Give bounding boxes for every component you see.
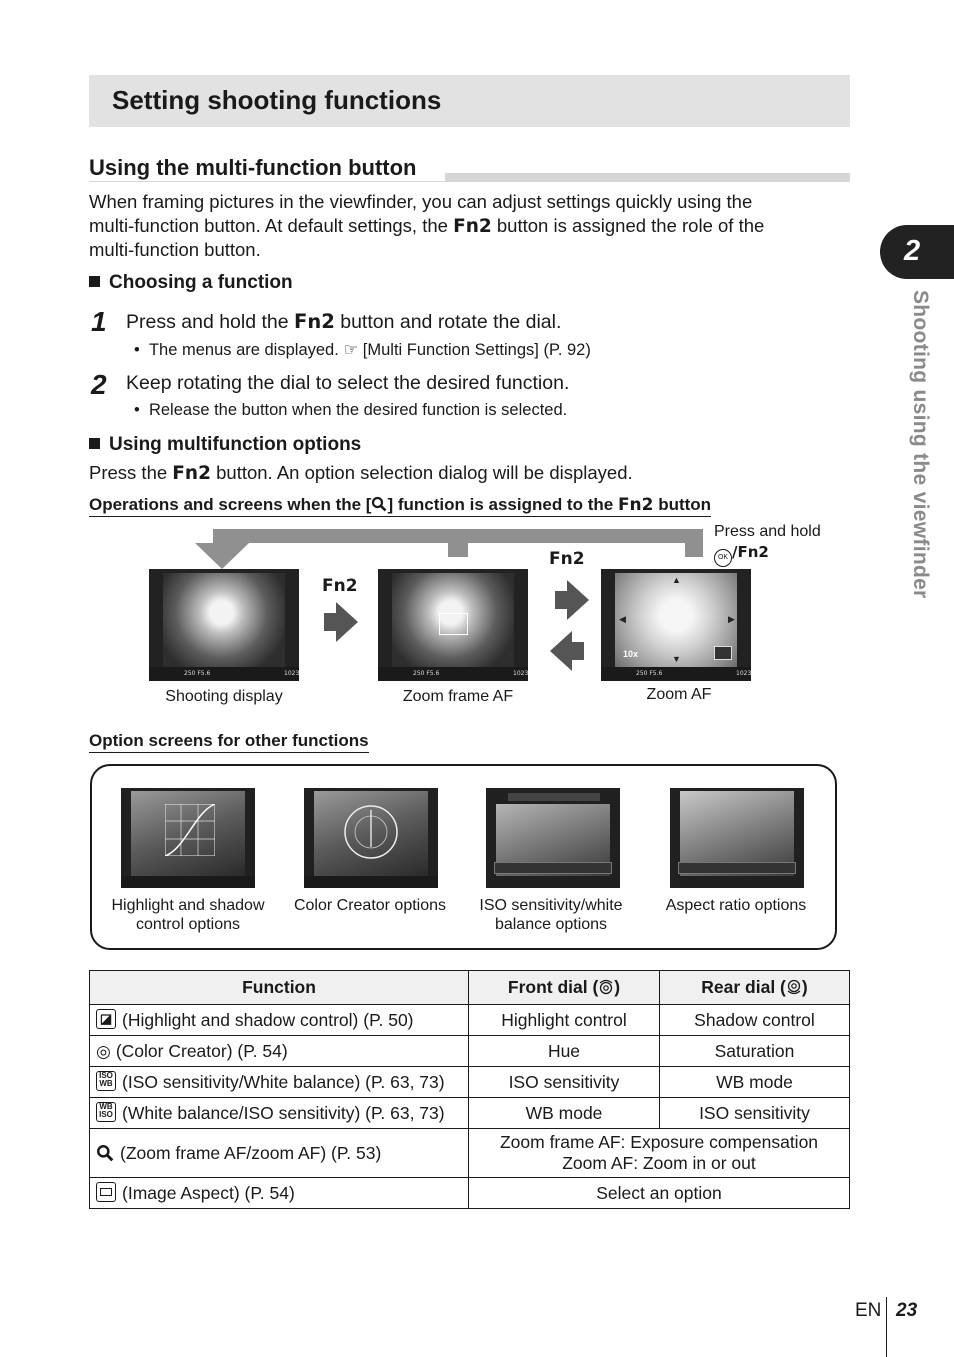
header-front-dial [469, 971, 660, 1005]
function-text: (Color Creator) (P. 54) [115, 1040, 288, 1061]
intro-line-2 [89, 214, 829, 239]
caption-zoom-frame-af: Zoom frame AF [402, 688, 514, 705]
dial-text: Zoom AF: Zoom in or out [562, 1153, 756, 1173]
subtitle: Using the multi-function button [89, 155, 417, 180]
wb-iso-icon: WB ISO [96, 1102, 116, 1122]
status-bar [149, 667, 299, 681]
down-arrow-icon: ▼ [672, 654, 681, 664]
left-arrow-icon [550, 631, 572, 671]
fn2-label: Fn2 [172, 463, 211, 484]
header-text: Front dial ( [507, 977, 599, 997]
zoom-position-indicator [714, 646, 732, 660]
step-2-text: Keep rotating the dial to select the desired function. [126, 372, 570, 394]
operations-heading [89, 495, 711, 517]
tone-curve-graph [165, 804, 215, 856]
shutter-readout: 250 F5.6 [636, 670, 663, 677]
function-text: (Highlight and shadow control) (P. 50) [122, 1010, 414, 1030]
function-table [89, 970, 850, 1209]
shot-count: 1023 [284, 670, 299, 677]
heading-text: ] function is assigned to the [387, 495, 618, 514]
using-paragraph [89, 461, 829, 486]
rear-dial-cell: Shadow control [660, 1005, 850, 1036]
bullet-text: Release the button when the desired function is selected. [148, 401, 568, 419]
function-cell [90, 1036, 469, 1067]
image-aspect-icon [96, 1182, 116, 1202]
reference-icon: ☞ [343, 340, 359, 359]
caption-line: Highlight and shadow [111, 897, 265, 914]
table-header-row [90, 971, 850, 1005]
status-bar [121, 876, 255, 888]
using-text: Press the [89, 462, 173, 483]
iso-wb-screen [486, 788, 620, 888]
function-text: (Zoom frame AF/zoom AF) (P. 53) [120, 1142, 382, 1163]
iso-wb-icon: ISO WB [96, 1071, 116, 1091]
front-dial-cell: WB mode [469, 1098, 660, 1129]
front-dial-cell: ISO sensitivity [469, 1067, 660, 1098]
intro-text: button is assigned the role of the [491, 214, 765, 236]
square-bullet-icon [89, 276, 100, 287]
zoom-icon [96, 1144, 114, 1162]
step-text: Press and hold the [126, 311, 295, 333]
table-row [90, 1129, 850, 1178]
caption-zoom-af: Zoom AF [646, 686, 712, 703]
footer-divider [886, 1297, 887, 1357]
function-text: (ISO sensitivity/White balance) (P. 63, 73) [122, 1072, 445, 1092]
front-dial-cell: Highlight control [469, 1005, 660, 1036]
dial-cell [469, 1129, 850, 1178]
left-arrow-icon: ◀ [619, 614, 626, 624]
bullet-text: The menus are displayed. [148, 341, 344, 359]
caption-line: ISO sensitivity/white [479, 897, 623, 914]
function-cell [90, 1178, 469, 1209]
chapter-number: 2 [904, 235, 921, 267]
zoom-frame-af-screen [378, 569, 528, 681]
step-number-1: 1 [91, 306, 107, 337]
using-text: button. An option selection dialog will be displayed. [210, 462, 633, 483]
step-text: button and rotate the dial. [334, 311, 562, 333]
fn2-label: /Fn2 [732, 543, 769, 561]
step-number-2: 2 [91, 369, 107, 400]
bullet-dot: • [134, 401, 149, 419]
section-using-heading [89, 434, 361, 456]
status-bar [304, 876, 438, 888]
section-title-bar [89, 75, 850, 127]
header-text: Rear dial ( [701, 977, 786, 997]
highlight-shadow-screen [121, 788, 255, 888]
header-text: ) [614, 977, 621, 997]
zoom-level: 10x [623, 649, 639, 659]
ok-fn2-label [714, 543, 769, 567]
color-creator-icon: ◎ [96, 1041, 111, 1062]
section-using-label: Using multifunction options [109, 434, 362, 455]
right-arrow-icon [567, 580, 589, 620]
intro-line-3: multi-function button. [89, 239, 261, 260]
zoom-icon [371, 496, 387, 512]
dial-text: Zoom frame AF: Exposure compensation [499, 1132, 819, 1152]
right-arrow-icon [336, 602, 358, 642]
step-2-bullet [134, 401, 567, 420]
wb-options-row [494, 862, 612, 874]
status-bar [378, 667, 528, 681]
page-number: 23 [896, 1300, 918, 1321]
fn2-label: Fn2 [617, 495, 654, 515]
shutter-readout: 250 F5.6 [413, 670, 440, 677]
shutter-readout: 250 F5.6 [184, 670, 211, 677]
section-choosing-label: Choosing a function [109, 272, 293, 293]
option-screens-heading: Option screens for other functions [89, 731, 369, 753]
chapter-tab [880, 225, 954, 279]
function-cell [90, 1098, 469, 1129]
table-row [90, 1098, 850, 1129]
dial-cell: Select an option [469, 1178, 850, 1209]
header-text: ) [801, 977, 808, 997]
header-function: Function [90, 971, 469, 1005]
shot-count: 1023 [513, 670, 528, 677]
bullet-dot: • [134, 341, 149, 359]
caption-iso-wb [466, 896, 636, 934]
rear-dial-icon [786, 979, 802, 995]
color-creator-screen [304, 788, 438, 888]
caption-aspect-ratio: Aspect ratio options [665, 897, 807, 914]
section-choosing-heading [89, 272, 293, 294]
square-bullet-icon [89, 438, 100, 449]
table-row [90, 1178, 850, 1209]
status-bar [601, 667, 751, 681]
front-dial-cell: Hue [469, 1036, 660, 1067]
intro-paragraph [89, 190, 829, 262]
color-wheel-graphic [341, 802, 401, 862]
page-title: Setting shooting functions [112, 85, 442, 115]
zoom-frame [439, 613, 468, 635]
fn2-top-label: Fn2 [549, 549, 585, 569]
caption-highlight-shadow [103, 896, 273, 934]
shot-count: 1023 [736, 670, 751, 677]
caption-shooting-display: Shooting display [165, 688, 283, 705]
table-row [90, 1067, 850, 1098]
front-dial-icon [598, 979, 614, 995]
step-1-text [126, 310, 561, 334]
function-text: (Image Aspect) (P. 54) [122, 1183, 295, 1203]
function-cell [90, 1005, 469, 1036]
aspect-ratio-screen [670, 788, 804, 888]
intro-text: multi-function button. At default settings, the [89, 214, 454, 236]
flower-photo [163, 573, 285, 667]
fn2-mid-label: Fn2 [322, 576, 358, 596]
shooting-display-screen [149, 569, 299, 681]
fn2-label: Fn2 [294, 310, 335, 333]
ok-button-icon: OK [714, 549, 732, 567]
subtitle-underline [89, 181, 850, 182]
function-text: (White balance/ISO sensitivity) (P. 63, 73) [122, 1103, 445, 1123]
zoom-af-screen [601, 569, 751, 681]
heading-text: button [653, 495, 712, 514]
rear-dial-cell: Saturation [660, 1036, 850, 1067]
up-arrow-icon: ▲ [672, 575, 681, 585]
rear-dial-cell: WB mode [660, 1067, 850, 1098]
return-arrow [195, 527, 715, 575]
header-rear-dial [660, 971, 850, 1005]
table-row [90, 1036, 850, 1067]
rear-dial-cell: ISO sensitivity [660, 1098, 850, 1129]
right-arrow-icon: ▶ [728, 614, 735, 624]
iso-scale [508, 793, 600, 801]
caption-line: control options [135, 916, 241, 933]
function-cell [90, 1067, 469, 1098]
highlight-shadow-icon: ◪ [96, 1009, 116, 1029]
function-cell [90, 1129, 469, 1178]
aspect-options-row [678, 862, 796, 874]
step-1-bullet [134, 340, 591, 360]
caption-color-creator: Color Creator options [293, 897, 447, 914]
footer-language: EN [855, 1300, 882, 1321]
table-row [90, 1005, 850, 1036]
bullet-text: [Multi Function Settings] (P. 92) [358, 341, 591, 359]
press-and-hold-label: Press and hold [714, 523, 821, 540]
intro-line-1: When framing pictures in the viewfinder, you can adjust settings quickly using the [89, 191, 753, 212]
subtitle-rule [445, 173, 850, 181]
heading-text: Operations and screens when the [ [89, 495, 372, 514]
fn2-label: Fn2 [453, 215, 492, 237]
chapter-side-label: Shooting using the viewfinder [909, 290, 932, 599]
arrow-shaft [570, 642, 584, 660]
caption-line: balance options [494, 916, 608, 933]
